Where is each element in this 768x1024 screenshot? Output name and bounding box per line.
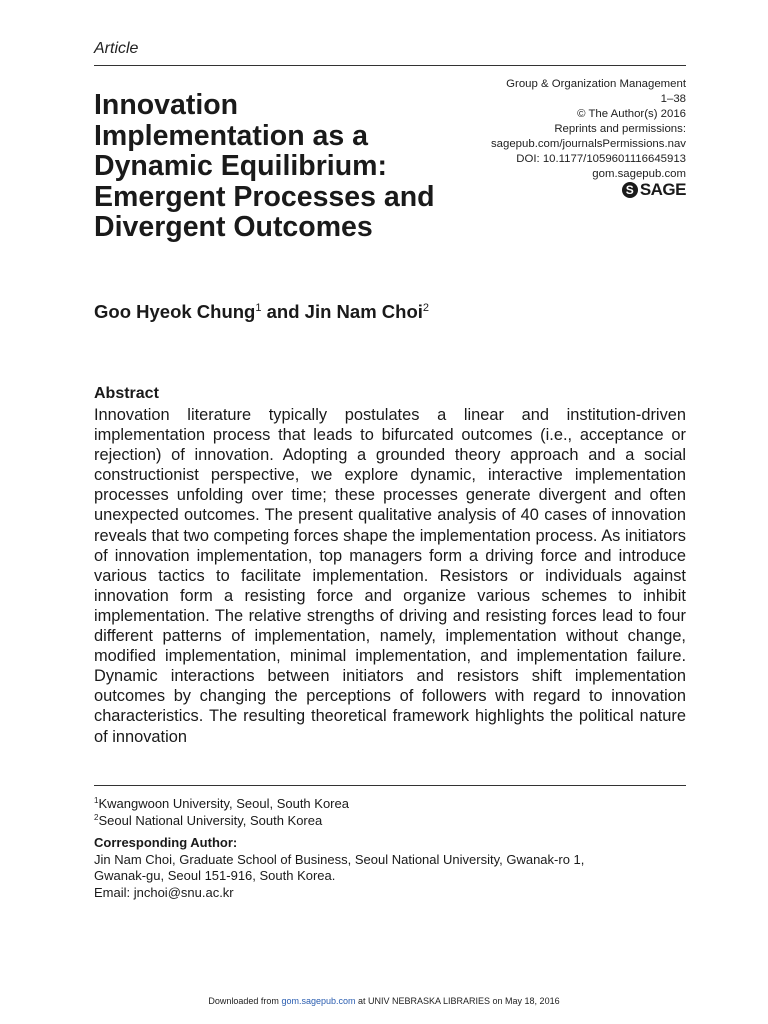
reprints-label: Reprints and permissions: (554, 123, 686, 135)
download-prefix: Downloaded from (208, 996, 282, 1006)
footnote-rule (94, 785, 686, 786)
copyright-notice: © The Author(s) 2016 (577, 108, 686, 120)
footnotes (94, 796, 686, 901)
affiliation-text: Seoul National University, South Korea (98, 812, 323, 828)
affiliation-marker: 2 (422, 302, 430, 314)
author-conjunction: and (261, 301, 305, 322)
corresponding-author-address: Gwanak-gu, Seoul 151-916, South Korea. (94, 868, 336, 883)
affiliation-number: 2 (94, 812, 99, 822)
affiliation-text: Kwangwoon University, Seoul, South Korea (98, 796, 349, 811)
title-line: Dynamic Equilibrium: (94, 150, 387, 182)
affiliation-1 (94, 796, 686, 813)
journal-meta (491, 77, 686, 182)
download-notice (0, 996, 768, 1006)
abstract-text: Innovation literature typically postulates a linear and institution-driven implementation process that leads to bifurcated outcomes (i.e., acceptance or rejection) of innovation. Adopting a grounded theory approach and a social constructionist perspective, we explore dynamic, interactive implementation processes unfolding over time; these processes generate divergent and often unexpected outcomes. The present qualitative analysis of 40 cases of innovation reveals that two competing forces shape the implementation process. As initiators of innovation implementation, top managers form a driving force and introduce various tactics to facilitate implementation. Resistors or individuals against innovation form a resisting force and organize various schemes to inhibit implementation. The relative strengths of driving and resisting forces lead to four different patterns of implementation, namely, implementation without change, modified implementation, minimal implementation, and implementation failure. Dynamic interactions between initiators and resistors shift implementation outcomes by changing the perceptions of followers with regard to innovation characteristics. The resulting theoretical framework highlights the political nature of innovation (94, 406, 686, 746)
author-name: Goo Hyeok Chung (94, 301, 256, 322)
download-suffix: at UNIV NEBRASKA LIBRARIES on May 18, 2016 (355, 996, 560, 1006)
sage-logo (622, 180, 686, 200)
permissions-link[interactable]: sagepub.com/journalsPermissions.nav (490, 138, 686, 150)
title-line: Innovation (94, 89, 239, 121)
sage-s-mark-icon: S (622, 182, 638, 198)
affiliation-number: 1 (94, 796, 99, 805)
affiliation-marker: 1 (255, 302, 262, 314)
author-list (94, 301, 429, 323)
author-name: Jin Nam Choi (304, 301, 423, 322)
sage-logo-text: SAGE (639, 180, 686, 199)
header-rule (94, 65, 686, 66)
corresponding-author-heading: Corresponding Author: (94, 835, 238, 850)
download-site-link[interactable]: gom.sagepub.com (281, 996, 356, 1006)
corresponding-author-address: Jin Nam Choi, Graduate School of Business, Seoul National University, Gwanak-ro 1, (94, 851, 585, 867)
page-range: 1–38 (660, 93, 686, 105)
title-line: Divergent Outcomes (94, 211, 373, 243)
abstract-heading: Abstract (94, 385, 159, 402)
corresponding-author-email[interactable]: Email: jnchoi@snu.ac.kr (94, 884, 234, 900)
journal-site-link[interactable]: gom.sagepub.com (592, 168, 686, 180)
doi: DOI: 10.1177/1059601116645913 (516, 153, 686, 165)
title-line: Emergent Processes and (94, 180, 435, 213)
journal-name: Group & Organization Management (506, 78, 686, 90)
title-line: Implementation as a (94, 119, 368, 152)
article-title (94, 90, 464, 243)
affiliation-2 (94, 813, 686, 830)
article-label: Article (94, 40, 139, 57)
